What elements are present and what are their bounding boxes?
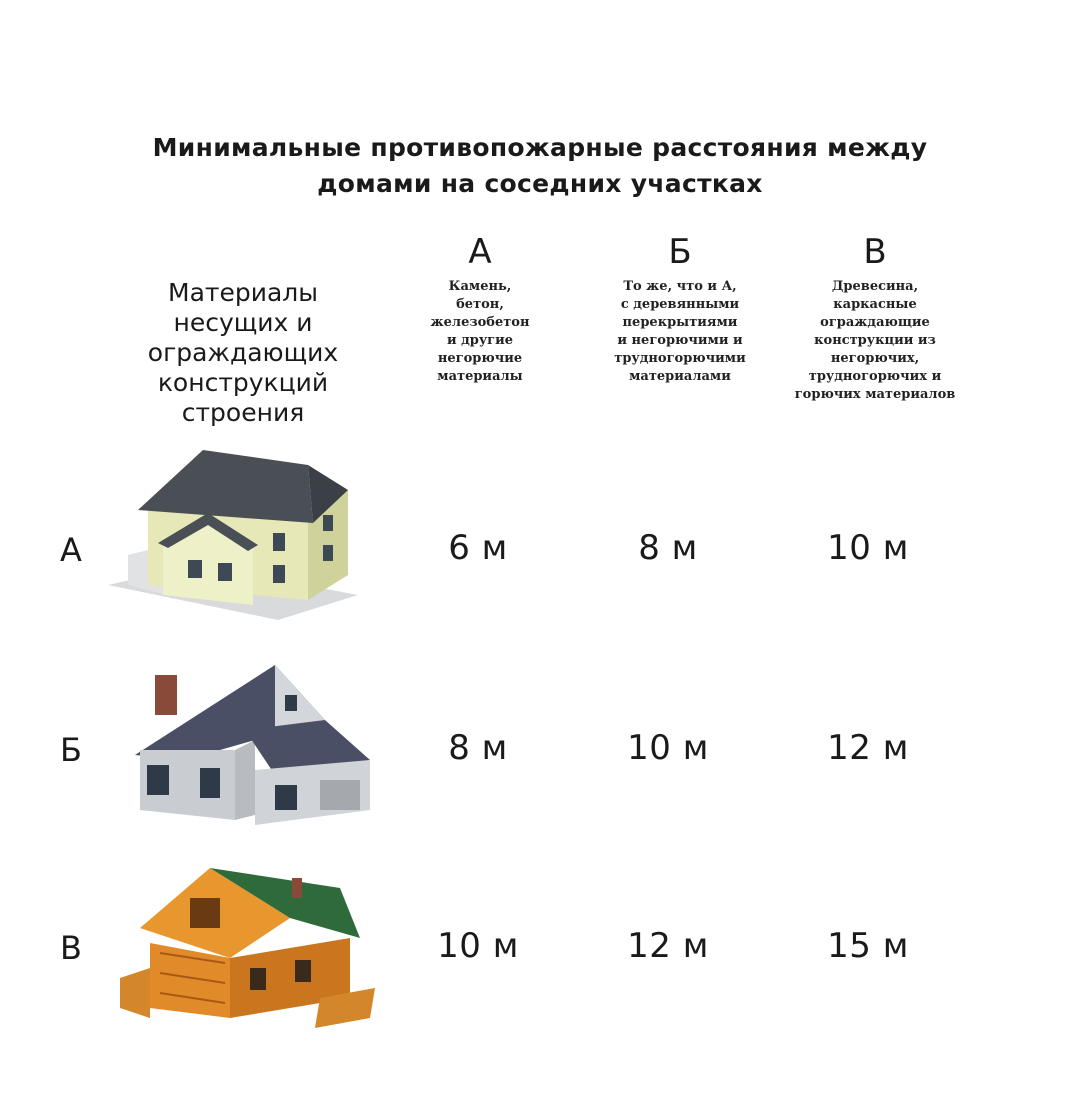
row-letter-v: В [60,929,82,967]
row-letter-a: А [60,531,82,569]
column-description [395,278,565,386]
wooden-house-icon [120,858,380,1028]
desc-line: каркасные [833,297,917,312]
column-header-v [760,232,990,404]
distance-cell: 15 м [827,926,909,966]
desc-line: горючих материалов [794,387,956,402]
materials-header-line: строения [181,398,305,427]
desc-line: трудногорючих и [808,369,942,384]
desc-line: железобетон [430,315,530,330]
column-header-b [580,232,780,386]
column-letter: А [468,232,492,272]
materials-header-line: несущих и [173,308,313,337]
mixed-house-icon [125,660,375,830]
stone-house-icon [108,445,358,625]
column-letter: Б [668,232,692,272]
column-header-a [395,232,565,386]
column-description [760,278,990,404]
page-title [80,130,1000,202]
materials-header [118,278,368,428]
materials-header-line: ограждающих [147,338,339,367]
distance-cell: 10 м [627,728,709,768]
title-line-1: Минимальные противопожарные расстояния между [152,133,928,162]
title-line-2: домами на соседних участках [317,169,763,198]
desc-line: ограждающие [820,315,930,330]
distance-cell: 6 м [448,528,508,568]
desc-line: перекрытиями [622,315,738,330]
column-letter: В [863,232,887,272]
desc-line: Древесина, [831,279,919,294]
desc-line: и негорючими и [617,333,743,348]
desc-line: конструкции из [814,333,936,348]
distance-cell: 10 м [827,528,909,568]
row-letter-b: Б [60,731,82,769]
column-description [580,278,780,386]
desc-line: и другие [446,333,514,348]
desc-line: материалами [629,369,731,384]
distance-cell: 12 м [627,926,709,966]
desc-line: материалы [437,369,523,384]
distance-cell: 10 м [437,926,519,966]
materials-header-line: конструкций [157,368,329,397]
distance-cell: 8 м [638,528,698,568]
desc-line: негорючих, [830,351,920,366]
distance-cell: 8 м [448,728,508,768]
desc-line: негорючие [437,351,523,366]
materials-header-line: Материалы [168,278,318,307]
desc-line: То же, что и А, [623,279,737,294]
desc-line: Камень, [448,279,512,294]
desc-line: бетон, [456,297,504,312]
distance-cell: 12 м [827,728,909,768]
desc-line: трудногорючими [614,351,746,366]
desc-line: с деревянными [620,297,740,312]
